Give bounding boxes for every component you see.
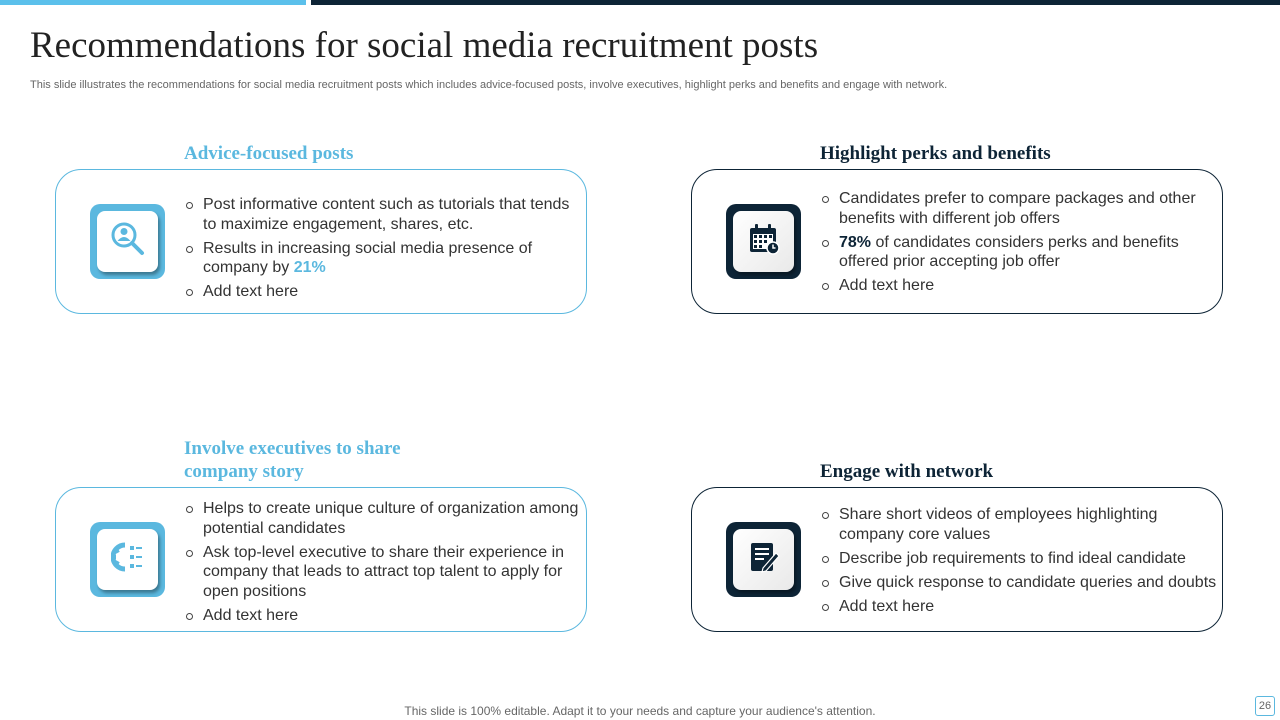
icon-frame: [726, 522, 801, 597]
icon-tile: [733, 211, 794, 272]
slide-footer: This slide is 100% editable. Adapt it to your needs and capture your audience's attention.: [404, 704, 876, 718]
bullet-list: [185, 499, 580, 630]
highlight-percentage: 21%: [293, 259, 326, 276]
list-item: Share short videos of employees highlighting company core values: [821, 505, 1221, 544]
calendar-clock-icon: [747, 222, 781, 261]
card-title-advice-focused-posts: Advice-focused posts: [184, 143, 354, 164]
icon-tile: [733, 529, 794, 590]
slide-subtitle: This slide illustrates the recommendations for social media recruitment posts which includes advice-focused posts, involve executives, highlight perks and benefits and engage with network.: [30, 79, 948, 91]
list-item: 78% of candidates considers perks and benefits offered prior accepting job offer: [821, 233, 1216, 272]
slide-title: Recommendations for social media recruitment posts: [30, 25, 819, 66]
list-item: Helps to create unique culture of organization among potential candidates: [185, 499, 580, 538]
top-accent-bar-light: [0, 0, 306, 5]
list-item: Candidates prefer to compare packages and other benefits with different job offers: [821, 189, 1216, 228]
list-item: Post informative content such as tutorials that tends to maximize engagement, shares, etc.: [185, 195, 580, 234]
bullet-list: [185, 195, 580, 306]
card-title-engage-network: Engage with network: [820, 461, 994, 482]
highlight-percentage: 78%: [839, 233, 872, 251]
gear-list-icon: [111, 540, 145, 579]
card-title-line: Involve executives to share: [184, 438, 401, 459]
page-number: 26: [1255, 696, 1275, 716]
icon-tile: [97, 211, 158, 272]
card-highlight-perks: [691, 169, 1223, 314]
icon-frame: [726, 204, 801, 279]
card-title-involve-executives: [184, 437, 401, 483]
icon-tile: [97, 529, 158, 590]
search-user-icon: [109, 220, 147, 263]
card-advice-focused-posts: [55, 169, 587, 314]
top-accent-bar-dark: [311, 0, 1280, 5]
bullet-list: [821, 505, 1221, 621]
list-item: Give quick response to candidate queries and doubts: [821, 573, 1221, 593]
card-title-highlight-perks: Highlight perks and benefits: [820, 143, 1051, 164]
document-pen-icon: [747, 540, 781, 579]
list-item: Add text here: [185, 282, 580, 302]
list-item: Add text here: [821, 597, 1221, 617]
top-accent-bar: [0, 0, 1280, 5]
list-item: Describe job requirements to find ideal candidate: [821, 549, 1221, 569]
card-engage-network: [691, 487, 1223, 632]
list-item: Ask top-level executive to share their experience in company that leads to attract top talent to apply for open positions: [185, 543, 580, 602]
list-item: Results in increasing social media presence of company by 21%: [185, 239, 580, 278]
icon-frame: [90, 522, 165, 597]
card-involve-executives: [55, 487, 587, 632]
card-title-line: company story: [184, 461, 304, 482]
icon-frame: [90, 204, 165, 279]
list-item: Add text here: [821, 276, 1216, 296]
bullet-list: [821, 189, 1216, 300]
list-item: Add text here: [185, 606, 580, 626]
